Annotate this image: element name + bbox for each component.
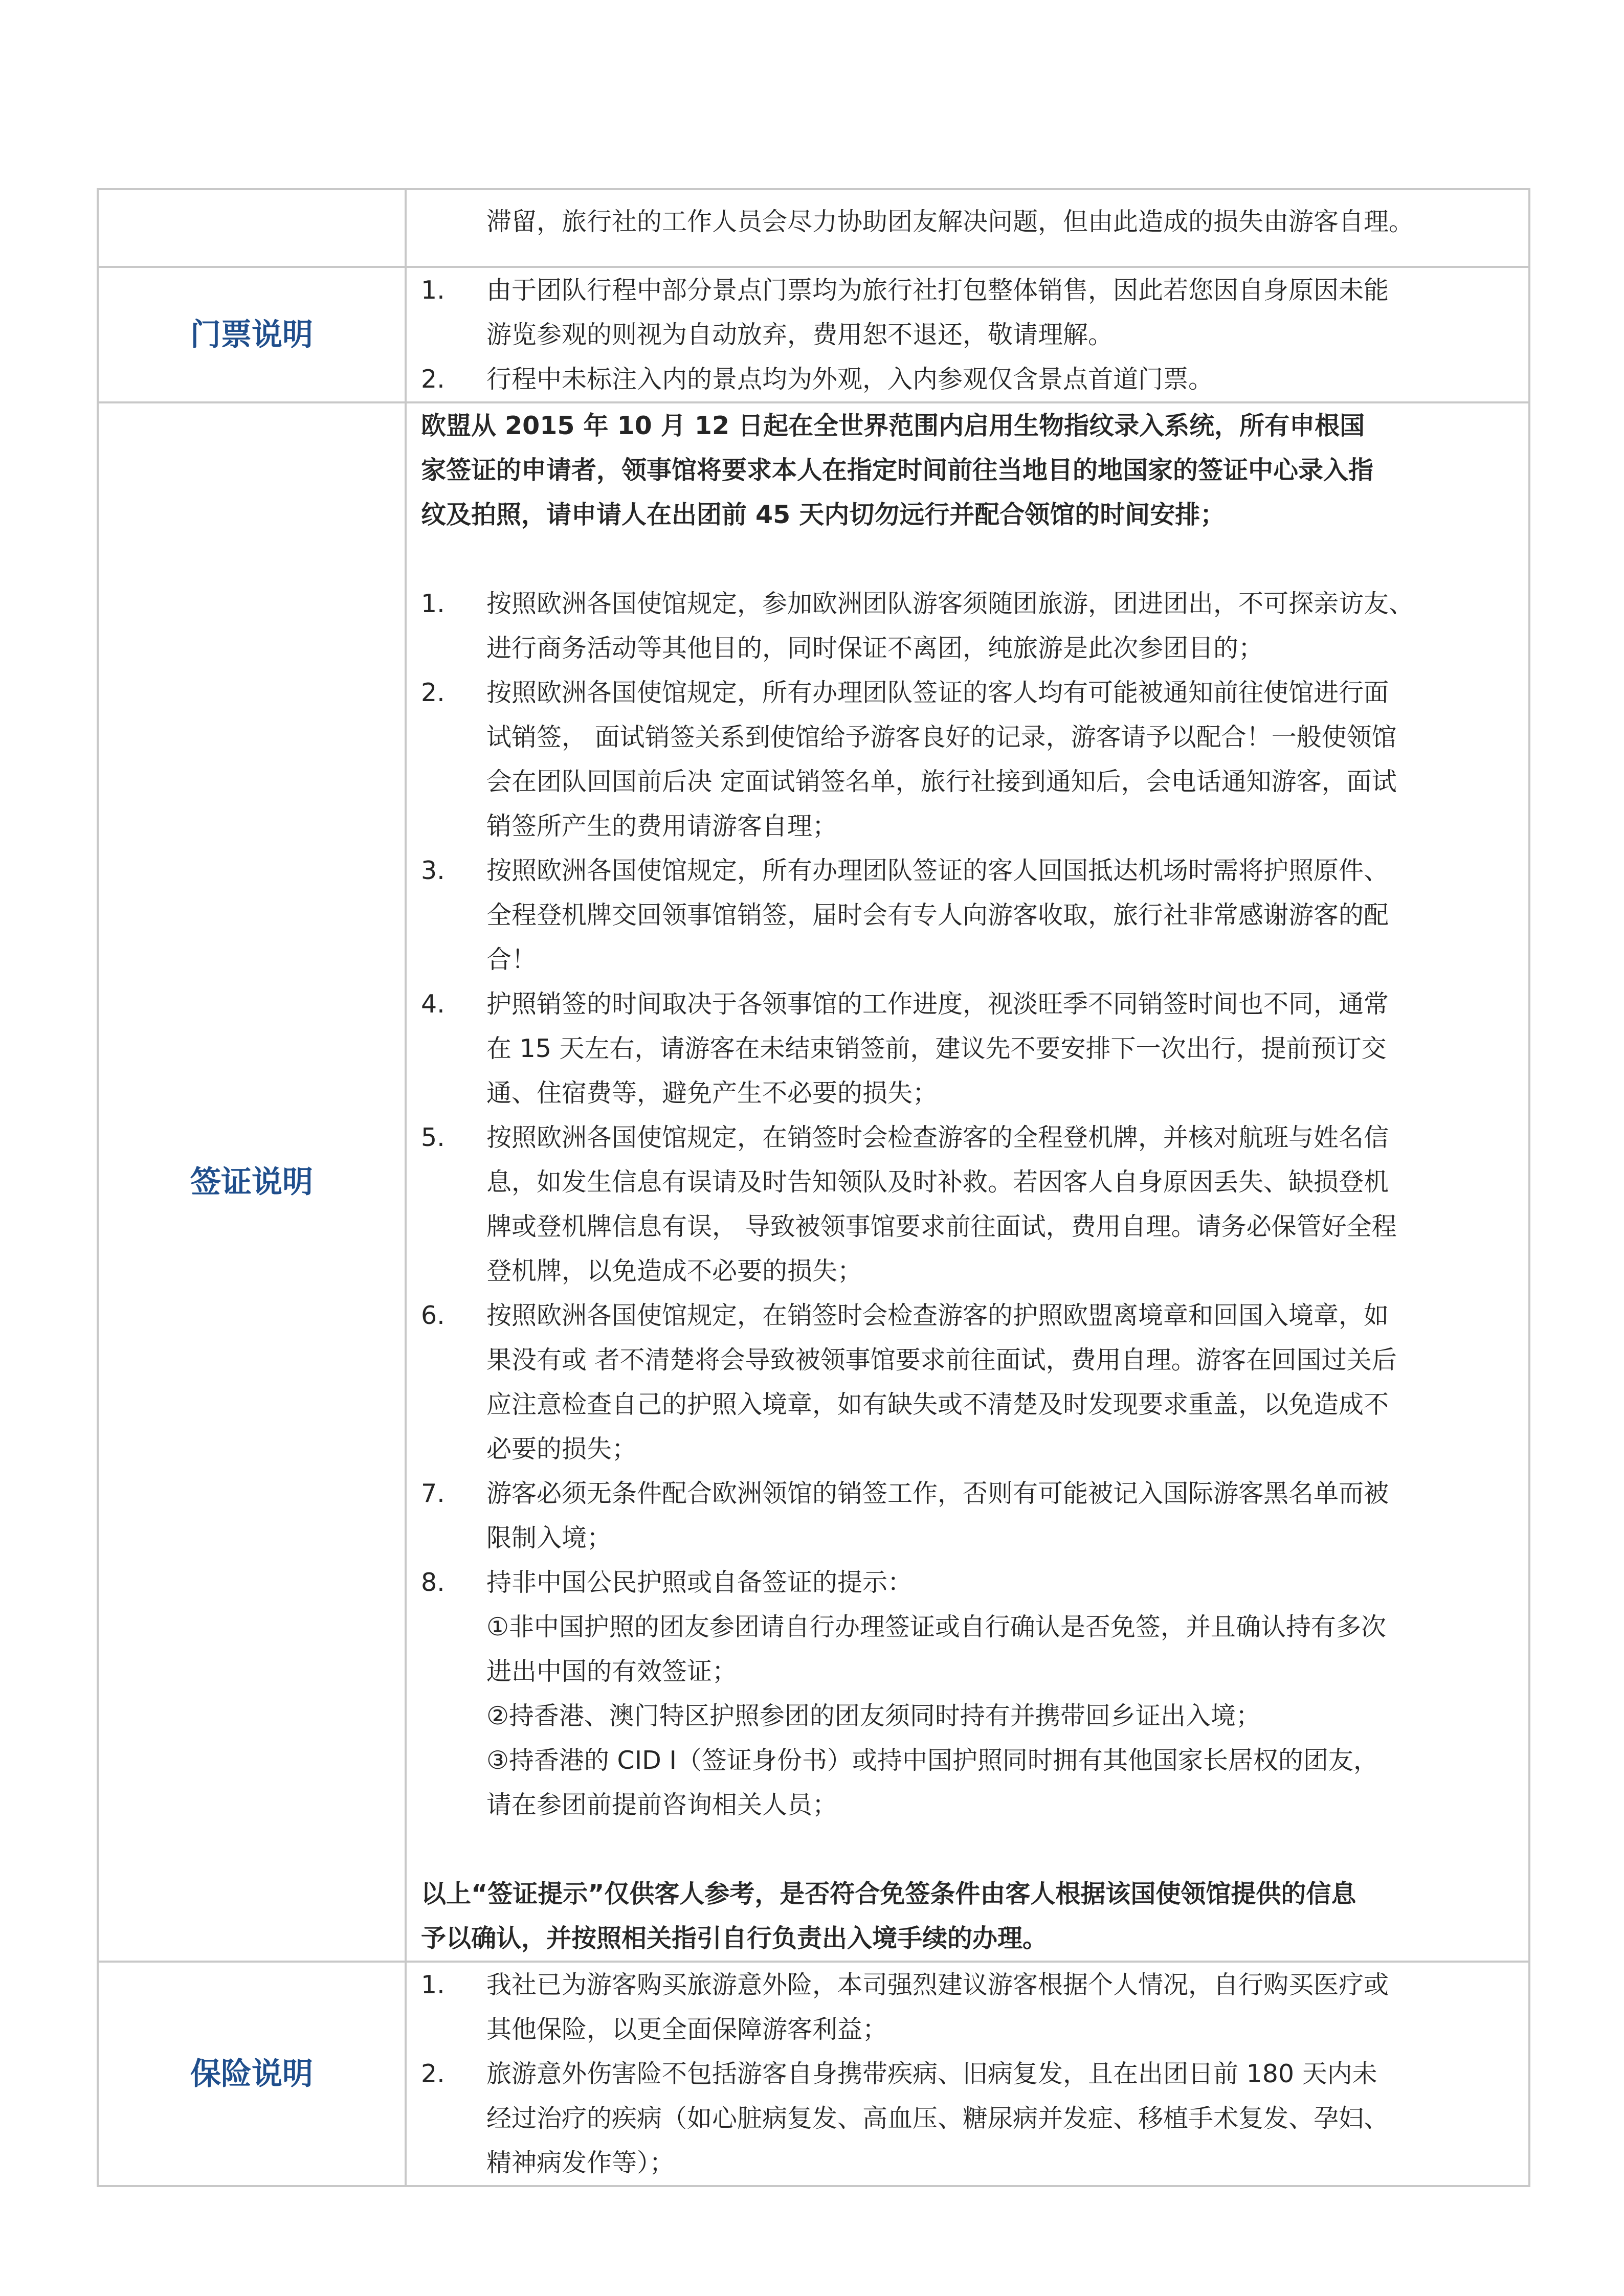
item-line: 牌或登机牌信息有误， 导致被领事馆要求前往面试，费用自理。请务必保管好全程 (486, 1212, 1397, 1241)
list-item (421, 1115, 1516, 1293)
item-line: 通、住宿费等，避免产生不必要的损失； (486, 1078, 938, 1108)
item-line: 销签所产生的费用请游客自理； (486, 812, 838, 841)
row-label-cell (98, 402, 406, 1962)
item-line: 应注意检查自己的护照入境章，如有缺失或不清楚及时发现要求重盖，以免造成不 (486, 1390, 1389, 1419)
visa-intro-line: 欧盟从 2015 年 10 月 12 日起在全世界范围内启用生物指纹录入系统，所有申根国 (421, 411, 1365, 440)
item-line: 精神病发作等）； (486, 2148, 675, 2177)
item-line: 按照欧洲各国使馆规定，所有办理团队签证的客人回国抵达机场时需将护照原件、 (486, 856, 1389, 885)
spacer (421, 537, 1516, 581)
table-row-insurance (98, 1962, 1529, 2186)
table-row-tickets (98, 267, 1529, 402)
item-number: 1. (421, 1970, 445, 1999)
list-item (421, 357, 1516, 401)
item-list (421, 1963, 1516, 2185)
visa-outro-line: 以上“签证提示”仅供客人参考，是否符合免签条件由客人根据该国使领馆提供的信息 (421, 1879, 1356, 1908)
item-number: 5. (421, 1123, 445, 1152)
item-line: 行程中未标注入内的景点均为外观，入内参观仅含景点首道门票。 (486, 365, 1214, 394)
list-item (421, 848, 1516, 982)
item-line: 必要的损失； (486, 1434, 637, 1464)
item-line: 由于团队行程中部分景点门票均为旅行社打包整体销售，因此若您因自身原因未能 (486, 276, 1389, 305)
row-label-visa: 签证说明 (190, 1164, 313, 1200)
item-number: 6. (421, 1301, 445, 1330)
item-number: 4. (421, 989, 445, 1019)
row-content-cell (406, 267, 1529, 402)
list-item (421, 982, 1516, 1115)
item-list (421, 268, 1516, 401)
itinerary-notes-table (97, 188, 1530, 2187)
item-number: 2. (421, 2059, 445, 2088)
list-item (421, 2052, 1516, 2185)
item-line: ③持香港的 CID I（签证身份书）或持中国护照同时拥有其他国家长居权的团友， (486, 1746, 1378, 1775)
item-line: 进出中国的有效签证； (486, 1657, 738, 1686)
visa-intro (421, 403, 1516, 537)
item-line: ①非中国护照的团友参团请自行办理签证或自行确认是否免签，并且确认持有多次 (486, 1612, 1386, 1641)
item-line: 按照欧洲各国使馆规定，参加欧洲团队游客须随团旅游，团进团出，不可探亲访友、 (486, 589, 1414, 618)
item-number: 2. (421, 678, 445, 707)
list-item (421, 268, 1516, 357)
item-number: 1. (421, 276, 445, 305)
item-line: 按照欧洲各国使馆规定，在销签时会检查游客的护照欧盟离境章和回国入境章，如 (486, 1301, 1389, 1330)
item-number: 8. (421, 1568, 445, 1597)
visa-outro (421, 1872, 1516, 1961)
list-item (421, 1293, 1516, 1471)
visa-intro-line: 家签证的申请者，领事馆将要求本人在指定时间前往当地目的地国家的签证中心录入指 (421, 456, 1374, 485)
item-line: 旅游意外伤害险不包括游客自身携带疾病、旧病复发，且在出团日前 180 天内未 (486, 2059, 1377, 2088)
item-line: 持非中国公民护照或自备签证的提示： (486, 1568, 913, 1597)
row-content-cell (406, 1962, 1529, 2186)
continuation-text: 滞留，旅行社的工作人员会尽力协助团友解决问题，但由此造成的损失由游客自理。 (486, 207, 1414, 236)
visa-outro-line: 予以确认，并按照相关指引自行负责出入境手续的办理。 (421, 1924, 1048, 1953)
row-label-insurance: 保险说明 (190, 2056, 313, 2092)
item-line: ②持香港、澳门特区护照参团的团友须同时持有并携带回乡证出入境； (486, 1701, 1261, 1730)
item-number: 3. (421, 856, 445, 885)
item-line: 其他保险，以更全面保障游客利益； (486, 2015, 888, 2044)
item-line: 游览参观的则视为自动放弃，费用恕不退还，敬请理解。 (486, 320, 1114, 349)
table-row-continuation (98, 189, 1529, 267)
item-number: 7. (421, 1479, 445, 1508)
list-item (421, 1471, 1516, 1560)
row-label-tickets: 门票说明 (190, 317, 313, 353)
item-line: 请在参团前提前咨询相关人员； (486, 1790, 838, 1819)
item-line: 在 15 天左右，请游客在未结束销签前，建议先不要安排下一次出行，提前预订交 (486, 1034, 1387, 1063)
item-number: 1. (421, 589, 445, 618)
item-line: 按照欧洲各国使馆规定，在销签时会检查游客的全程登机牌，并核对航班与姓名信 (486, 1123, 1389, 1152)
item-line: 果没有或 者不清楚将会导致被领事馆要求前往面试，费用自理。游客在回国过关后 (486, 1345, 1397, 1375)
row-label-cell (98, 267, 406, 402)
item-line: 护照销签的时间取决于各领事馆的工作进度，视淡旺季不同销签时间也不同，通常 (486, 989, 1389, 1019)
item-line: 息，如发生信息有误请及时告知领队及时补救。若因客人自身原因丢失、缺损登机 (486, 1167, 1389, 1197)
spacer (421, 1827, 1516, 1872)
item-line: 经过治疗的疾病（如心脏病复发、高血压、糖尿病并发症、移植手术复发、孕妇、 (486, 2104, 1389, 2133)
table-row-visa (98, 402, 1529, 1962)
row-content-cell (406, 189, 1529, 267)
item-line: 我社已为游客购买旅游意外险，本司强烈建议游客根据个人情况，自行购买医疗或 (486, 1970, 1389, 1999)
item-line: 登机牌，以免造成不必要的损失； (486, 1256, 863, 1286)
list-item (421, 670, 1516, 848)
list-item (421, 1963, 1516, 2052)
list-item (421, 581, 1516, 670)
row-content-cell (406, 402, 1529, 1962)
item-line: 进行商务活动等其他目的，同时保证不离团，纯旅游是此次参团目的； (486, 634, 1264, 663)
item-line: 合！ (486, 945, 537, 974)
item-line: 按照欧洲各国使馆规定，所有办理团队签证的客人均有可能被通知前往使馆进行面 (486, 678, 1389, 707)
item-line: 试销签， 面试销签关系到使馆给予游客良好的记录，游客请予以配合！一般使领馆 (486, 723, 1397, 752)
row-label-cell (98, 189, 406, 267)
item-line: 全程登机牌交回领事馆销签，届时会有专人向游客收取，旅行社非常感谢游客的配 (486, 901, 1389, 930)
item-line: 限制入境； (486, 1523, 612, 1552)
item-number: 2. (421, 365, 445, 394)
visa-intro-line: 纹及拍照，请申请人在出团前 45 天内切勿远行并配合领馆的时间安排； (421, 500, 1226, 529)
item-line: 游客必须无条件配合欧洲领馆的销签工作，否则有可能被记入国际游客黑名单而被 (486, 1479, 1389, 1508)
row-label-cell (98, 1962, 406, 2186)
list-item (421, 1560, 1516, 1827)
item-line: 会在团队回国前后决 定面试销签名单，旅行社接到通知后，会电话通知游客，面试 (486, 767, 1397, 796)
item-list (421, 581, 1516, 1827)
